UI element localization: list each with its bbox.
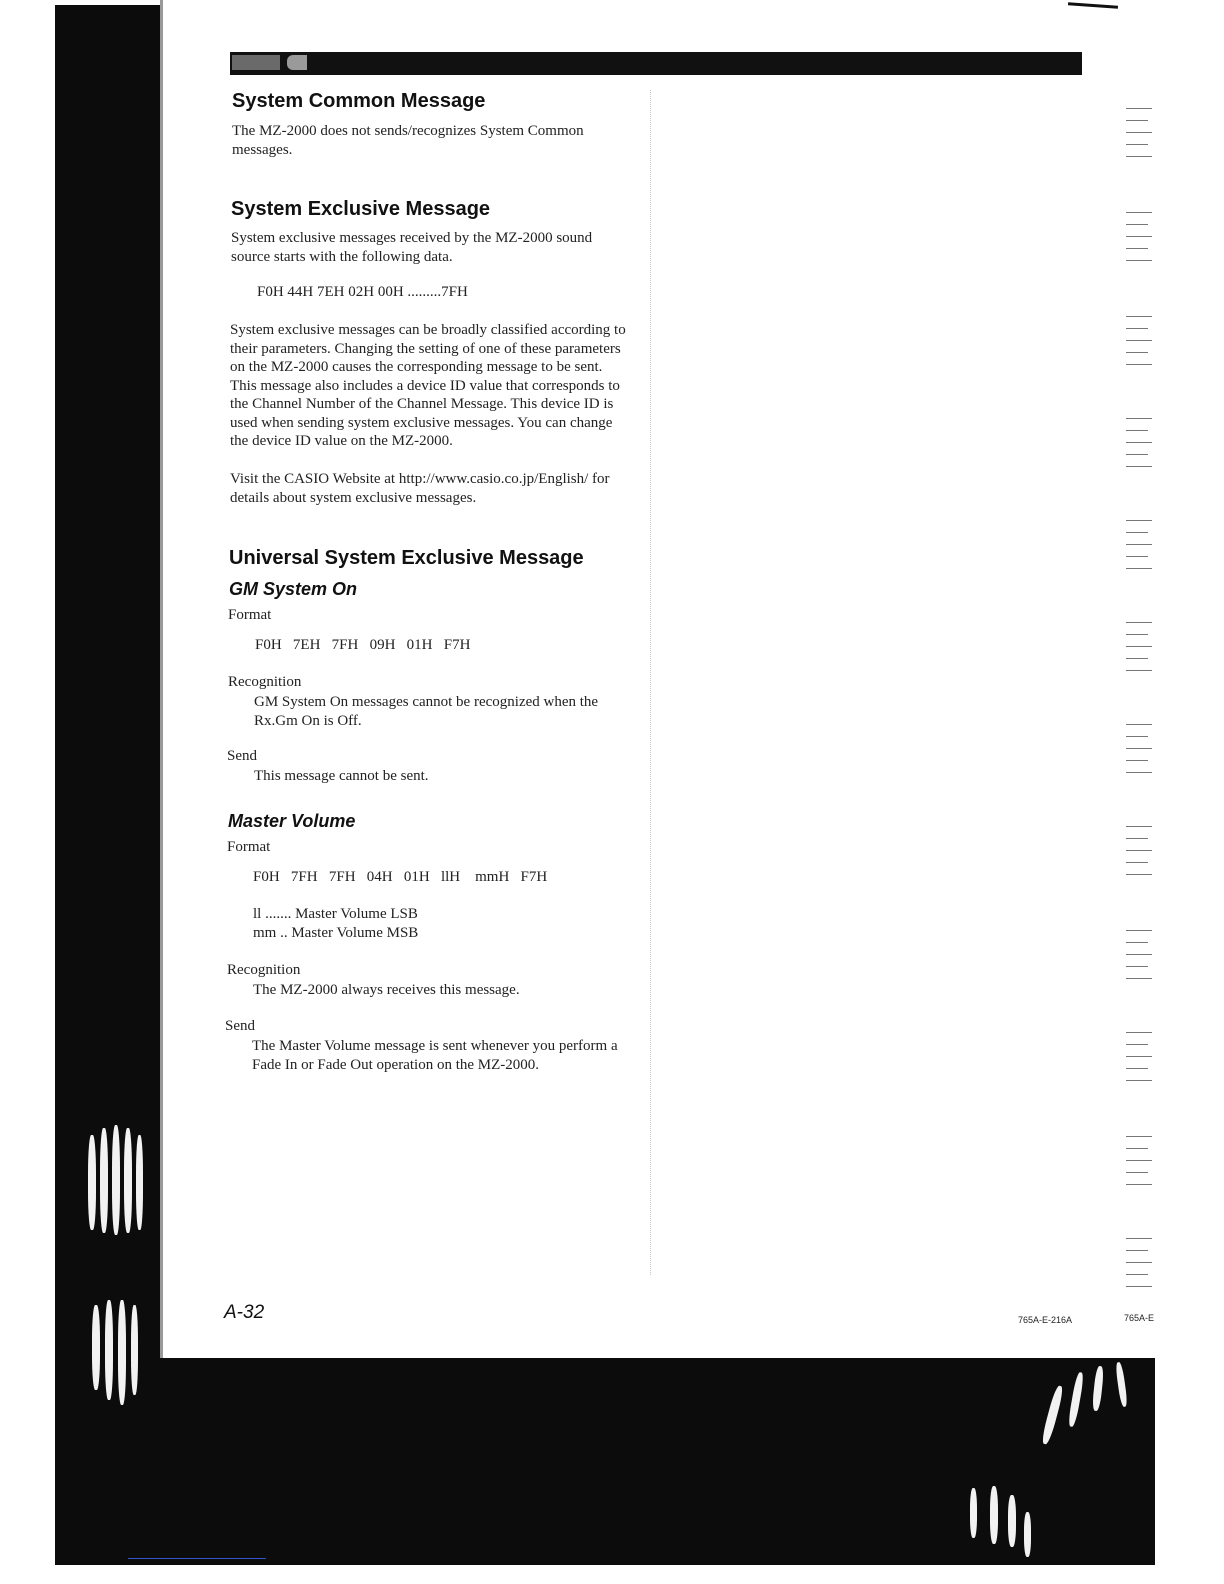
gm-format-code: F0H 7EH 7FH 09H 01H F7H (255, 637, 471, 653)
index-tab-line (1126, 1172, 1148, 1173)
index-tab-line (1126, 1274, 1148, 1275)
index-tab-line (1126, 1184, 1152, 1185)
header-band (230, 52, 1082, 75)
index-tab-line (1126, 1044, 1148, 1045)
index-tab-line (1126, 236, 1152, 237)
column-divider (650, 90, 651, 1275)
section-title-system-common: System Common Message (232, 90, 486, 112)
index-tab-line (1126, 1068, 1148, 1069)
section-title-universal-exclusive: Universal System Exclusive Message (229, 547, 584, 569)
master-volume-send-label: Send (225, 1018, 255, 1034)
index-tab-line (1126, 1262, 1152, 1263)
index-tab-line (1126, 532, 1148, 533)
index-tab-line (1126, 634, 1148, 635)
index-tab-line (1126, 1148, 1148, 1149)
index-tab-line (1126, 340, 1152, 341)
index-tab-line (1126, 1250, 1148, 1251)
section-body-system-common: The MZ-2000 does not sends/recognizes System Common messages. (232, 123, 584, 158)
scan-underline (128, 1558, 266, 1559)
master-volume-format-code: F0H 7FH 7FH 04H 01H llH mmH F7H (253, 869, 548, 885)
index-tab-line (1126, 966, 1148, 967)
index-tab-line (1126, 736, 1148, 737)
index-tab-line (1126, 466, 1152, 467)
index-tab-line (1126, 156, 1152, 157)
index-tab-line (1126, 568, 1152, 569)
exclusive-website-note: Visit the CASIO Website at http://www.casio.co.jp/English/ for details about system exclusive messages. (230, 471, 610, 506)
index-tab-line (1126, 442, 1152, 443)
gm-recognition-text: GM System On messages cannot be recognized when the Rx.Gm On is Off. (254, 694, 599, 729)
master-volume-recognition-label: Recognition (227, 962, 301, 978)
index-tab-line (1126, 556, 1148, 557)
index-tab-line (1126, 658, 1148, 659)
index-tab-line (1126, 1136, 1152, 1137)
section-intro-system-exclusive: System exclusive messages received by the MZ-2000 sound source starts with the following data. (231, 230, 593, 265)
subsection-title-gm-system-on: GM System On (229, 579, 358, 599)
index-tab-line (1126, 224, 1148, 225)
index-tab-line (1126, 1286, 1152, 1287)
index-tab-line (1126, 862, 1148, 863)
index-tab-line (1126, 1238, 1152, 1239)
index-tab-line (1126, 144, 1148, 145)
exclusive-header-code: F0H 44H 7EH 02H 00H .........7FH (257, 284, 468, 300)
gm-send-label: Send (227, 748, 257, 764)
index-tab-line (1126, 418, 1152, 419)
gm-format-label: Format (228, 607, 272, 623)
document-code: 765A-E-216A (1018, 1315, 1073, 1325)
index-tab-line (1126, 454, 1148, 455)
index-tab-line (1126, 646, 1152, 647)
index-tab-line (1126, 212, 1152, 213)
index-tab-line (1126, 760, 1148, 761)
section-title-system-exclusive: System Exclusive Message (231, 198, 491, 220)
index-tab-line (1126, 1056, 1152, 1057)
index-tab-line (1126, 1160, 1152, 1161)
master-volume-send-text: The Master Volume message is sent whenever you perform a Fade In or Fade Out operation on the MZ-2000. (252, 1038, 618, 1073)
index-tab-line (1126, 364, 1152, 365)
index-tab-line (1126, 248, 1148, 249)
master-volume-legend-mm: mm .. Master Volume MSB (253, 925, 419, 941)
index-tab-line (1126, 826, 1152, 827)
index-tab-line (1126, 132, 1152, 133)
index-tab-line (1126, 930, 1152, 931)
header-band-block (232, 55, 280, 70)
index-tab-line (1126, 352, 1148, 353)
exclusive-description: System exclusive messages can be broadly classified according to their parameters. Changing the setting of one of these parameters on the MZ-2000 causes the corresponding message to be sent. This message also includes a device ID value that corresponds to the Channel Number of the Channel Message. This device ID is used when sending system exclusive messages. You can change the device ID value on the MZ-2000. (230, 322, 626, 449)
index-tab-line (1126, 670, 1152, 671)
gm-send-text: This message cannot be sent. (254, 768, 429, 784)
index-tab-line (1126, 108, 1152, 109)
index-tab-line (1126, 328, 1148, 329)
index-tab-line (1126, 1032, 1152, 1033)
subsection-title-master-volume: Master Volume (228, 811, 356, 831)
document-code-edge: 765A-E (1124, 1313, 1155, 1323)
index-tab-line (1126, 978, 1152, 979)
index-tab-line (1126, 772, 1152, 773)
index-tab-line (1126, 748, 1152, 749)
index-tab-line (1126, 544, 1152, 545)
index-tab-line (1126, 838, 1148, 839)
index-tab-line (1126, 430, 1148, 431)
index-tab-line (1126, 622, 1152, 623)
index-tab-line (1126, 316, 1152, 317)
index-tab-line (1126, 1080, 1152, 1081)
index-tab-line (1126, 260, 1152, 261)
index-tab-line (1126, 520, 1152, 521)
index-tab-line (1126, 724, 1152, 725)
page-number: A-32 (224, 1302, 265, 1323)
index-tab-line (1126, 120, 1148, 121)
index-tab-line (1126, 874, 1152, 875)
index-tab-line (1126, 850, 1152, 851)
master-volume-recognition-text: The MZ-2000 always receives this message. (253, 982, 520, 998)
master-volume-format-label: Format (227, 839, 271, 855)
index-tab-line (1126, 942, 1148, 943)
gm-recognition-label: Recognition (228, 674, 302, 690)
index-tab-line (1126, 954, 1152, 955)
master-volume-legend-ll: ll ....... Master Volume LSB (253, 906, 418, 922)
header-band-tab (287, 55, 307, 70)
